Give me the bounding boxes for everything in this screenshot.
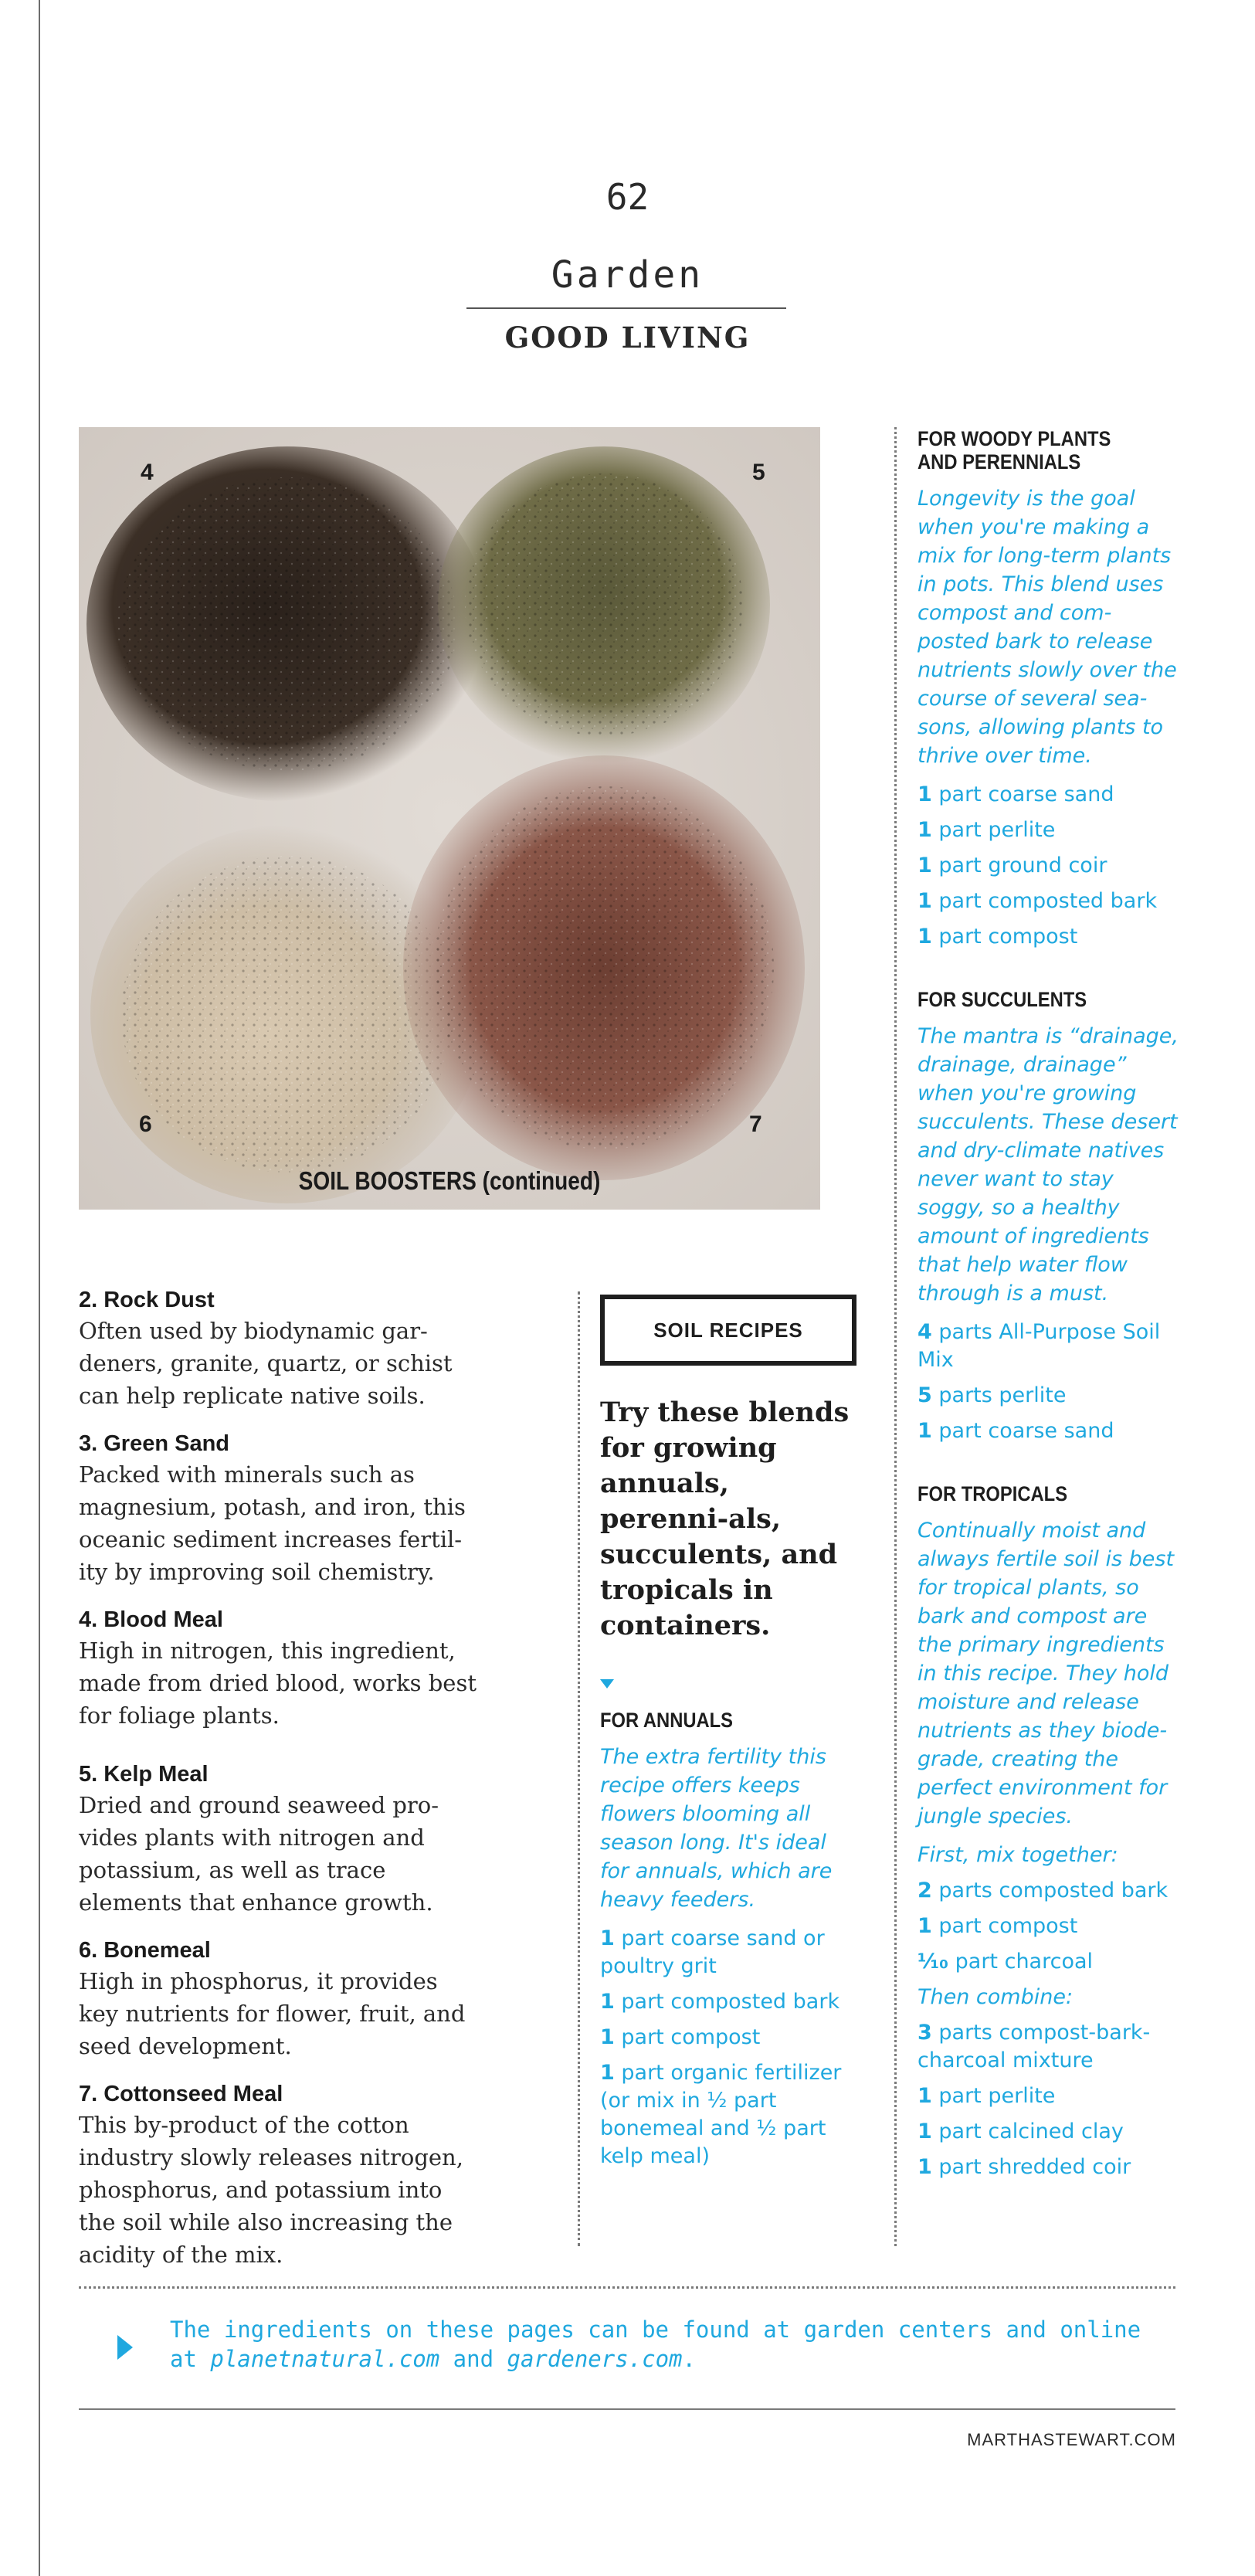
link-gardeners[interactable]: gardeners.com <box>507 2346 683 2372</box>
booster-item <box>79 1760 480 1919</box>
booster-text: This by-product of the cotton industry slowly releases nitrogen, phosphorus, and potassium into the soil while also increasing the acidity of the mix. <box>79 2112 463 2268</box>
booster-text: Packed with minerals such as magnesium, potash, and iron, this oceanic sediment increases fertil-ity by improving soil chemistry. <box>79 1461 466 1585</box>
recipe-heading: FOR TROPICALS <box>918 1482 1068 1505</box>
booster-title: 5. Kelp Meal <box>79 1762 209 1787</box>
footnote-divider <box>79 2286 1175 2289</box>
booster-item <box>79 1605 480 1732</box>
ingredient-item: 1 part shredded coir <box>918 2155 1131 2179</box>
ingredient-item: 1 part coarse sand <box>918 1419 1114 1443</box>
header-rule <box>466 307 786 309</box>
photo-label-5: 5 <box>752 460 765 485</box>
ingredient-item: 1 part coarse sand or poultry grit <box>600 1926 825 1978</box>
recipe-step: Then combine: <box>918 1985 1074 2009</box>
booster-title: 7. Cottonseed Meal <box>79 2082 283 2106</box>
ingredient-item: 4 parts All-Purpose Soil Mix <box>918 1320 1161 1372</box>
ingredient-item: 1 part compost <box>600 2025 761 2049</box>
soil-recipes-box: SOIL RECIPES <box>600 1295 856 1366</box>
booster-item <box>79 1936 480 2062</box>
recipe-tropicals <box>918 1482 1180 2181</box>
ingredient-item: 1 part ground coir <box>918 854 1107 877</box>
recipe-heading: FOR WOODY PLANTS AND PERENNIALS <box>918 427 1111 473</box>
booster-title: 4. Blood Meal <box>79 1607 223 1632</box>
page-margin-rule <box>39 0 40 2576</box>
booster-text: High in phosphorus, it provides key nutrients for flower, fruit, and seed development. <box>79 1968 466 2059</box>
ingredient-item: 3 parts compost-bark-charcoal mixture <box>918 2021 1151 2072</box>
play-arrow-icon <box>117 2335 133 2360</box>
photo-caption: SOIL BOOSTERS (continued) <box>298 1166 601 1195</box>
ingredient-item: 1 part perlite <box>918 2084 1056 2108</box>
column-divider-left <box>578 1291 580 2246</box>
ingredient-item: 5 parts perlite <box>918 1383 1067 1407</box>
ingredient-item: 1 part coarse sand <box>918 782 1114 806</box>
link-planetnatural[interactable]: planetnatural.com <box>210 2346 440 2372</box>
ingredient-item: 1 part compost <box>918 1914 1078 1938</box>
photo-label-4: 4 <box>141 460 154 485</box>
footnote: The ingredients on these pages can be found at garden centers and online at planetnatural.com and gardeners.com. <box>170 2316 1141 2372</box>
recipe-heading: FOR SUCCULENTS <box>918 988 1087 1011</box>
subsection-title: GOOD LIVING <box>504 321 751 355</box>
ingredient-item: 1 part organic fertilizer (or mix in ½ part bonemeal and ½ part kelp meal) <box>600 2061 842 2168</box>
booster-title: 6. Bonemeal <box>79 1938 211 1963</box>
soil-boosters-photo <box>79 427 820 1210</box>
ingredient-item: 1 part compost <box>918 925 1078 949</box>
recipe-step: First, mix together: <box>918 1843 1118 1867</box>
ingredient-item: ⅒ part charcoal <box>918 1950 1094 1974</box>
footer-site-name: MARTHASTEWART.COM <box>967 2430 1176 2449</box>
recipe-heading: FOR ANNUALS <box>600 1709 734 1732</box>
booster-text: Often used by biodynamic gar-deners, granite, quartz, or schist can help replicate native soils. <box>79 1318 453 1409</box>
booster-text: High in nitrogen, this ingredient, made from dried blood, works best for foliage plants. <box>79 1638 477 1729</box>
soil-boosters-list <box>79 1285 480 2288</box>
recipes-right-column <box>918 427 1180 2218</box>
ingredient-item: 1 part composted bark <box>918 889 1158 913</box>
photo-label-6: 6 <box>139 1112 152 1137</box>
recipe-description: Continually moist and always fertile soil is best for tropical plants, so bark and compost are the primary ingredients in this recipe. They hold moisture and release nutrients as they biode-grade, creating the perfect environment for jungle species. <box>918 1519 1175 1828</box>
ingredient-item: 1 part composted bark <box>600 1990 840 2014</box>
booster-item <box>79 1285 480 1412</box>
footer-rule <box>79 2408 1175 2410</box>
recipe-succulents <box>918 988 1180 1445</box>
booster-item <box>79 1429 480 1588</box>
booster-item <box>79 2079 480 2271</box>
booster-title: 3. Green Sand <box>79 1431 230 1456</box>
ingredient-item: 2 parts composted bark <box>918 1879 1169 1902</box>
column-divider-right <box>894 427 897 2246</box>
recipe-annuals <box>600 1709 859 2170</box>
triangle-down-icon <box>600 1679 614 1688</box>
soil-recipes-intro: Try these blends for growing annuals, perenni-als, succulents, and tropicals in containers. <box>600 1397 850 1641</box>
photo-label-7: 7 <box>749 1112 762 1137</box>
ingredient-item: 1 part perlite <box>918 818 1056 842</box>
booster-text: Dried and ground seaweed pro-vides plants with nitrogen and potassium, as well as trace elements that enhance growth. <box>79 1792 439 1916</box>
section-title: Garden <box>551 253 704 297</box>
soil-recipes-column <box>600 1295 859 2178</box>
ingredient-item: 1 part calcined clay <box>918 2120 1124 2143</box>
recipe-woody-plants <box>918 427 1180 951</box>
recipe-description: The mantra is “drainage, drainage, drainage” when you're growing succulents. These desert and dry-climate natives never want to stay soggy, so a healthy amount of ingredients that help water flow through is a must. <box>918 1024 1179 1305</box>
booster-title: 2. Rock Dust <box>79 1288 215 1312</box>
recipe-description: The extra fertility this recipe offers keeps flowers blooming all season long. It's ideal for annuals, which are heavy feeders. <box>600 1745 833 1912</box>
recipe-description: Longevity is the goal when you're making a mix for long-term plants in pots. This blend uses compost and com-posted bark to release nutrients slowly over the course of several sea-sons, allowing plants to thrive over time. <box>918 487 1177 768</box>
page-number: 62 <box>605 176 650 218</box>
